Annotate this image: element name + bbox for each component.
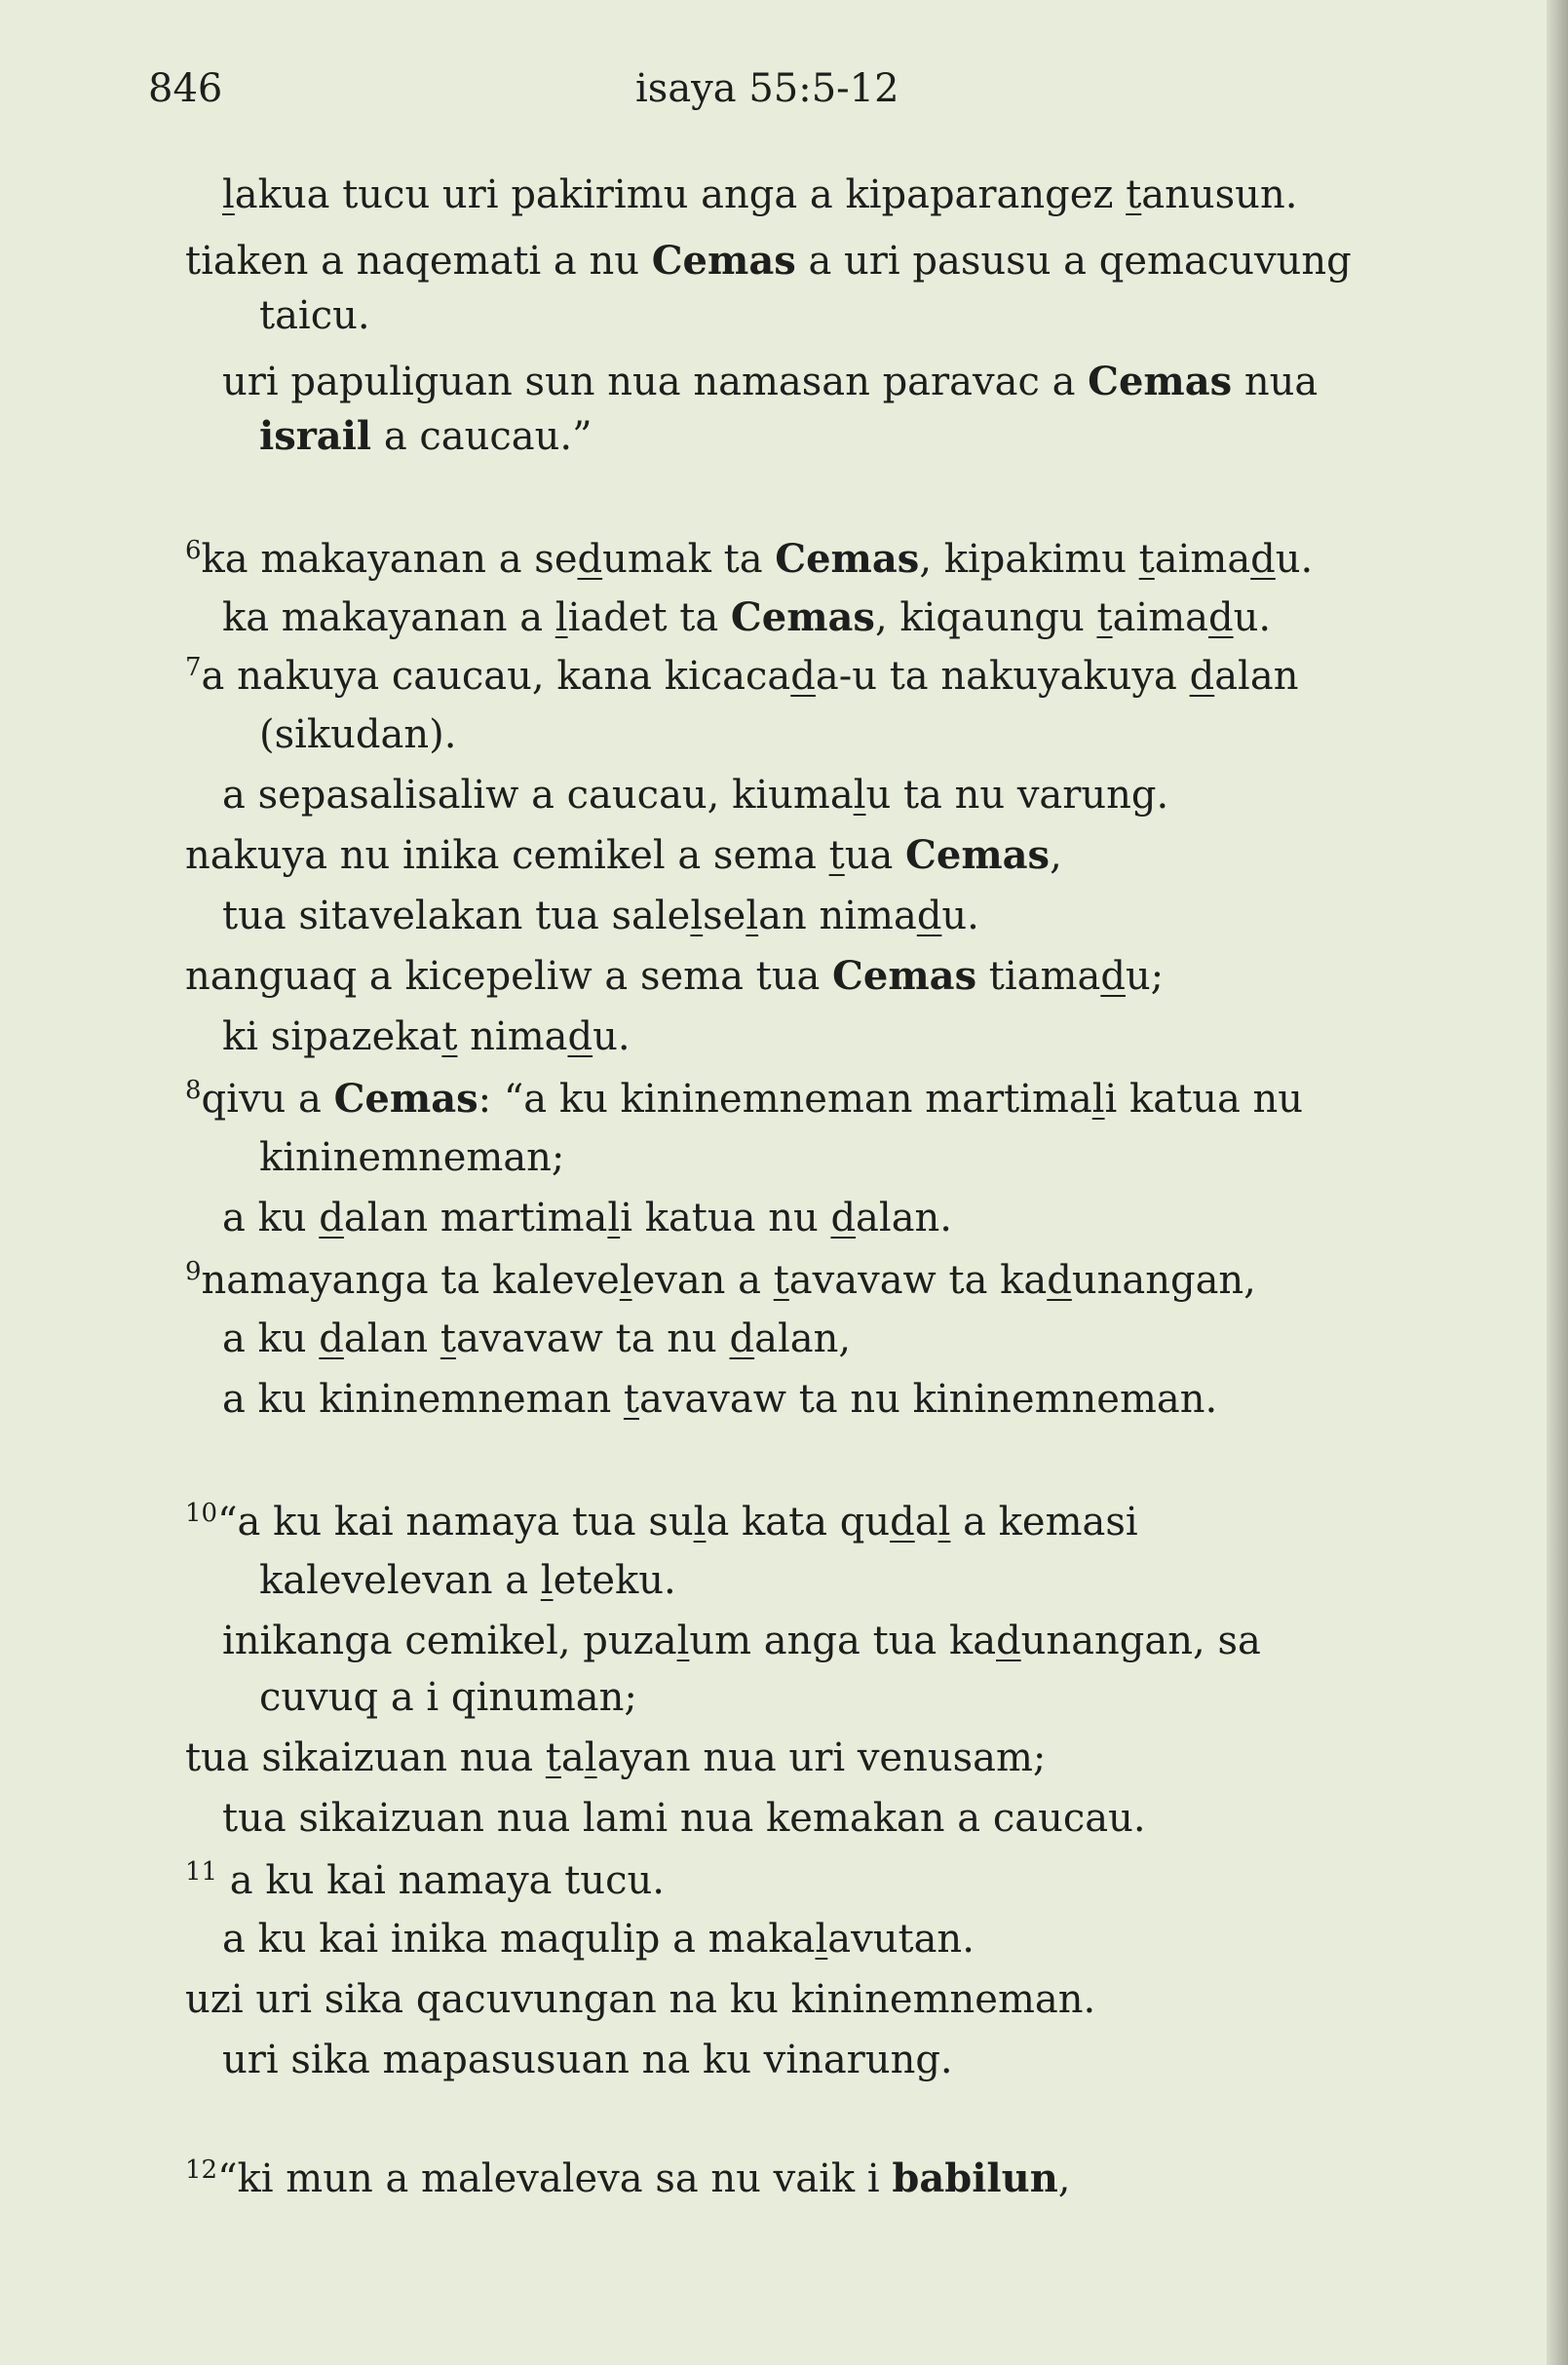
underlined-letter: l — [607, 1196, 621, 1240]
text-line — [259, 413, 593, 459]
text-run: (sikudan). — [259, 712, 457, 757]
underlined-letter: d — [577, 537, 603, 582]
text-line — [222, 1316, 852, 1361]
text-run: u. — [1233, 595, 1272, 640]
text-run: a caucau.” — [371, 414, 593, 459]
text-run: nanguaq a kicepeliw a sema tua — [185, 954, 833, 999]
verse-number: 12 — [185, 2155, 218, 2185]
text-line — [222, 773, 1169, 818]
text-line — [222, 594, 1272, 640]
text-run: umak ta — [602, 537, 776, 582]
verse-number: 7 — [185, 653, 202, 682]
bold-name: Cemas — [905, 832, 1051, 878]
text-run: ua — [844, 833, 906, 878]
text-run: an nima — [758, 894, 917, 938]
text-run: u. — [1275, 537, 1314, 582]
text-line — [222, 2038, 953, 2082]
page-number: 846 — [148, 66, 223, 111]
underlined-letter: t — [623, 1377, 639, 1422]
bold-name: Cemas — [1088, 359, 1233, 404]
text-run: alan, — [754, 1316, 852, 1361]
text-line — [185, 1499, 1138, 1545]
text-line — [185, 1257, 1256, 1303]
underlined-letter: l — [222, 172, 235, 217]
text-run: alan martima — [343, 1196, 608, 1240]
bold-name: babilun — [892, 2155, 1058, 2201]
bold-name: Cemas — [651, 238, 796, 284]
text-run: evan a — [631, 1258, 774, 1303]
text-line — [222, 1014, 631, 1059]
text-run: tua sikaizuan nua lami nua kemakan a caucau. — [222, 1796, 1146, 1841]
text-run: tiaken a naqemati a nu — [185, 239, 652, 284]
text-line — [222, 1917, 975, 1962]
text-run: aima — [1112, 595, 1208, 640]
text-run: alan — [343, 1316, 440, 1361]
text-run: akua tucu uri pakirimu anga a kipaparangez — [234, 172, 1127, 217]
underlined-letter: l — [815, 1917, 828, 1962]
text-line — [222, 1196, 953, 1240]
text-run: avavaw ta nu — [455, 1316, 730, 1361]
verse-number: 10 — [185, 1499, 218, 1528]
underlined-letter: l — [555, 595, 568, 640]
text-run: a sepasalisaliw a caucau, kiuma — [222, 773, 854, 818]
underlined-letter: t — [773, 1258, 789, 1303]
text-run: , — [1050, 833, 1062, 878]
text-run: um anga tua ka — [689, 1619, 997, 1663]
text-line — [185, 2155, 1071, 2201]
page-edge-shadow — [1547, 0, 1568, 2365]
text-run: anusun. — [1141, 172, 1298, 217]
bold-name: Cemas — [775, 536, 920, 582]
text-run: ka makayanan a se — [201, 537, 578, 582]
underlined-letter: d — [319, 1196, 344, 1240]
underlined-letter: t — [440, 1316, 456, 1361]
text-run: ki sipazeka — [222, 1014, 442, 1059]
text-run: a ku — [222, 1316, 320, 1361]
underlined-letter: l — [540, 1558, 554, 1603]
underlined-letter: d — [1100, 954, 1126, 999]
text-run: tua sitavelakan tua sale — [222, 894, 691, 938]
text-run: iadet ta — [567, 595, 731, 640]
text-line — [185, 832, 1062, 878]
text-run: a ku kai inika maqulip a maka — [222, 1917, 816, 1962]
text-run: a uri pasusu a qemacuvung — [795, 239, 1352, 284]
text-run: a ku kininemneman — [222, 1377, 624, 1422]
text-line — [185, 536, 1314, 582]
text-run: avavaw ta ka — [788, 1258, 1048, 1303]
text-line — [222, 172, 1298, 217]
text-run: a nakuya caucau, kana kicaca — [201, 654, 791, 699]
text-line — [259, 712, 457, 757]
underlined-letter: d — [890, 1500, 915, 1545]
text-run: tiama — [976, 954, 1101, 999]
text-run: nima — [457, 1014, 568, 1059]
text-line — [259, 293, 370, 338]
text-run: kininemneman; — [259, 1135, 565, 1180]
page-header — [0, 66, 1568, 125]
bold-name: Cemas — [832, 953, 977, 999]
text-run: u ta nu varung. — [865, 773, 1169, 818]
text-run: a kata qu — [706, 1500, 891, 1545]
underlined-letter: l — [676, 1619, 690, 1663]
text-run: unangan, sa — [1020, 1619, 1261, 1663]
bold-name: israil — [259, 413, 372, 459]
text-run: se — [703, 894, 746, 938]
bold-name: Cemas — [333, 1076, 478, 1122]
underlined-letter: d — [567, 1014, 593, 1059]
underlined-letter: d — [729, 1316, 755, 1361]
underlined-letter: l — [1091, 1077, 1105, 1122]
text-run: namayanga ta kaleve — [201, 1258, 620, 1303]
text-run: a ku kai namaya tucu. — [217, 1858, 665, 1903]
text-line — [259, 1675, 637, 1720]
text-line — [222, 1796, 1146, 1841]
text-line — [185, 953, 1165, 999]
text-line — [185, 653, 1299, 699]
text-run: : “a ku kininemneman martima — [478, 1077, 1092, 1122]
underlined-letter: d — [1189, 654, 1215, 699]
text-run: inikanga cemikel, puza — [222, 1619, 677, 1663]
text-line — [222, 359, 1319, 404]
underlined-letter: t — [1138, 537, 1155, 582]
text-run: kalevelevan a — [259, 1558, 541, 1603]
text-line — [185, 1857, 665, 1903]
text-run: “ki mun a malevaleva sa nu vaik i — [217, 2156, 893, 2201]
text-run: alan — [1214, 654, 1299, 699]
text-run: alan. — [856, 1196, 953, 1240]
text-run: uri papuliguan sun nua namasan paravac a — [222, 360, 1089, 404]
underlined-letter: l — [690, 894, 704, 938]
text-run: qivu a — [201, 1077, 334, 1122]
text-line — [222, 894, 979, 938]
verse-number: 9 — [185, 1257, 202, 1286]
text-line — [222, 1619, 1261, 1663]
underlined-letter: l — [584, 1736, 597, 1780]
underlined-letter: t — [828, 833, 845, 878]
underlined-letter: d — [830, 1196, 857, 1240]
text-run: u. — [941, 894, 979, 938]
bold-name: Cemas — [730, 594, 875, 640]
text-run: ka makayanan a — [222, 595, 555, 640]
text-run: u. — [593, 1014, 631, 1059]
underlined-letter: d — [916, 894, 942, 938]
text-run: i katua nu — [1104, 1077, 1304, 1122]
text-run: , kipakimu — [919, 537, 1139, 582]
text-run: “a ku kai namaya tua su — [217, 1500, 694, 1545]
verse-number: 11 — [185, 1857, 218, 1887]
underlined-letter: d — [1047, 1258, 1072, 1303]
text-line — [259, 1558, 676, 1603]
text-run: a-u ta nakuyakuya — [815, 654, 1190, 699]
underlined-letter: l — [619, 1258, 632, 1303]
underlined-letter: d — [1250, 537, 1276, 582]
underlined-letter: t — [545, 1736, 561, 1780]
text-line — [185, 238, 1352, 284]
text-line — [185, 1736, 1047, 1780]
text-line — [185, 1076, 1304, 1122]
text-run: uzi uri sika qacuvungan na ku kininemneman. — [185, 1977, 1096, 2022]
text-run: avavaw ta nu kininemneman. — [639, 1377, 1218, 1422]
text-run: a — [914, 1500, 938, 1545]
text-run: u; — [1125, 954, 1165, 999]
running-head: isaya 55:5-12 — [635, 66, 899, 111]
text-run: taicu. — [259, 293, 370, 338]
text-run: eteku. — [553, 1558, 676, 1603]
text-run: tua sikaizuan nua — [185, 1736, 546, 1780]
text-line — [222, 1377, 1218, 1422]
text-line — [259, 1135, 565, 1180]
underlined-letter: l — [746, 894, 759, 938]
verse-number: 8 — [185, 1076, 202, 1105]
text-run: unangan, — [1071, 1258, 1256, 1303]
text-run: nakuya nu inika cemikel a sema — [185, 833, 829, 878]
text-run: a kemasi — [950, 1500, 1138, 1545]
underlined-letter: d — [790, 654, 816, 699]
underlined-letter: l — [693, 1500, 707, 1545]
text-run: nua — [1232, 360, 1319, 404]
text-run: uri sika mapasusuan na ku vinarung. — [222, 2038, 953, 2082]
text-run: avutan. — [827, 1917, 975, 1962]
underlined-letter: d — [1207, 595, 1234, 640]
text-line — [185, 1977, 1096, 2022]
text-run: aima — [1154, 537, 1251, 582]
underlined-letter: d — [996, 1619, 1021, 1663]
text-run: a ku — [222, 1196, 320, 1240]
underlined-letter: d — [319, 1316, 344, 1361]
underlined-letter: l — [937, 1500, 951, 1545]
verse-number: 6 — [185, 536, 202, 565]
text-run: a — [560, 1736, 585, 1780]
text-run: ayan nua uri venusam; — [596, 1736, 1047, 1780]
text-run: , kiqaungu — [874, 595, 1097, 640]
text-run: cuvuq a i qinuman; — [259, 1675, 637, 1720]
underlined-letter: t — [441, 1014, 458, 1059]
underlined-letter: l — [853, 773, 866, 818]
text-run: i katua nu — [620, 1196, 831, 1240]
underlined-letter: t — [1096, 595, 1113, 640]
text-run: , — [1057, 2156, 1071, 2201]
underlined-letter: t — [1126, 172, 1142, 217]
